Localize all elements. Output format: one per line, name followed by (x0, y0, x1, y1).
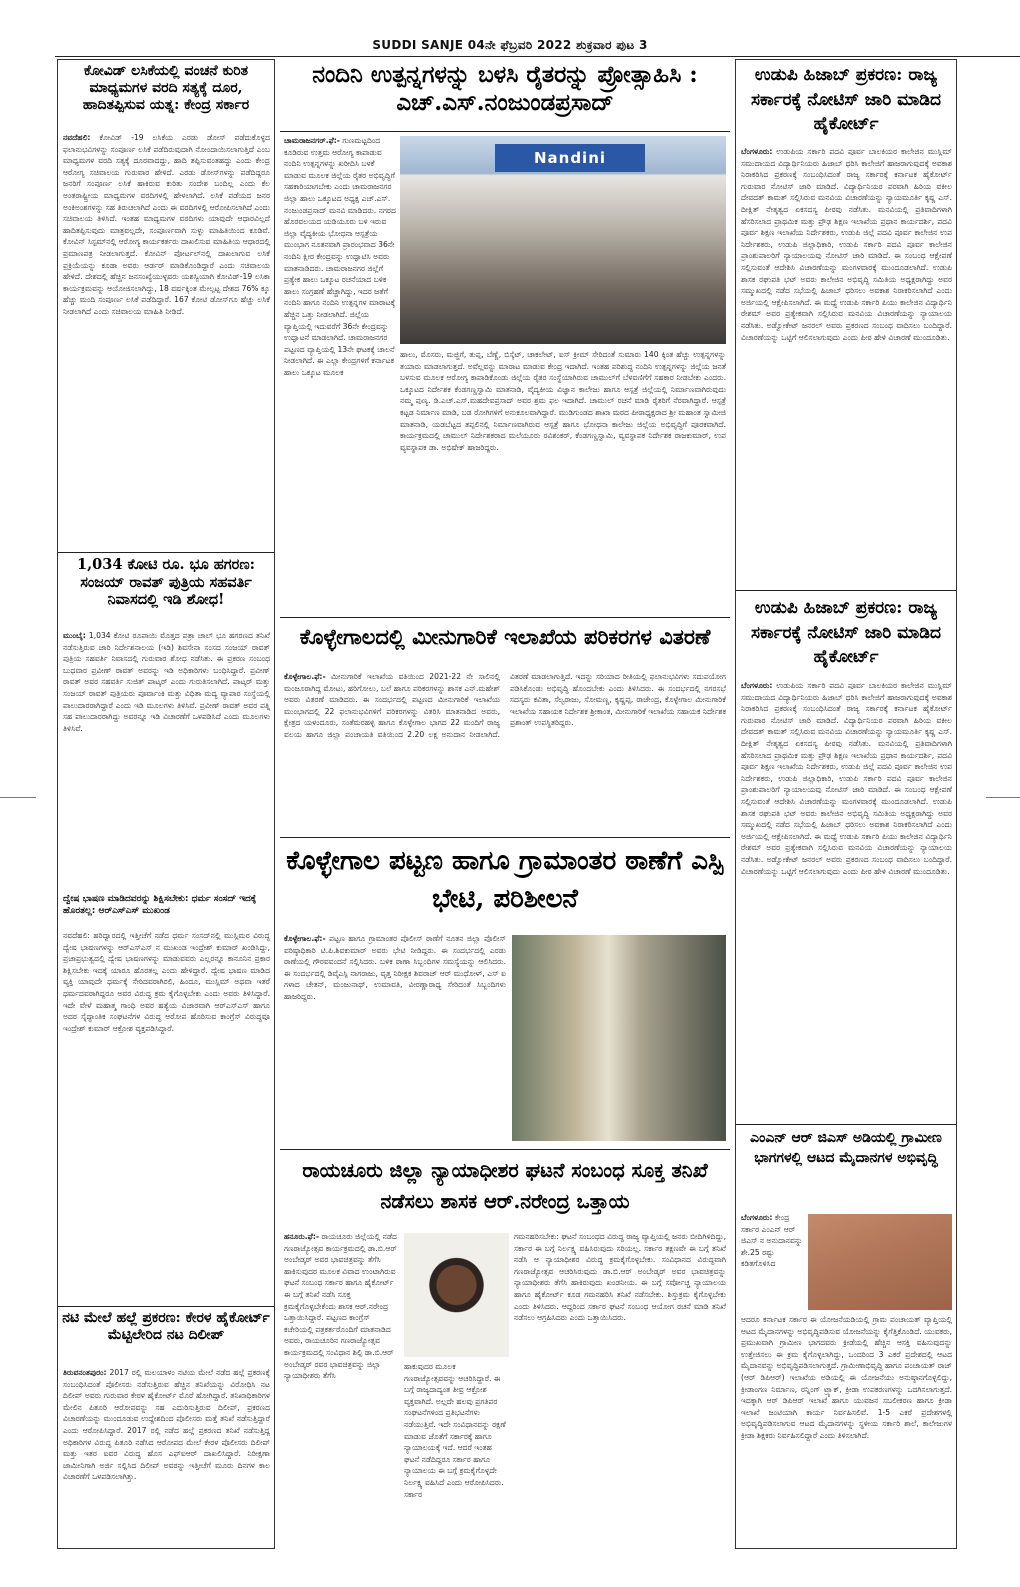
dileep-body (63, 1367, 270, 1547)
center-divider-0 (280, 131, 730, 132)
raichur-body-b: ಹಾಕುವುದರ ಮೂಲಕ ಗಣರಾಜ್ಯೋತ್ಸವವನ್ನು ಆಚರಿಸಿದ್ದಾರೆ. ಈ ಬಗ್ಗೆ ರಾಜ್ಯದಾದ್ಯಂತ ತೀವ್ರ ಆಕ್ರೋಶ ವ್ಯಕ್ತವಾಗಿದೆ. ಅಲ್ಲದೇ ಹಲವು ಪ್ರಗತಿಪರ ಸಂಘಟನೆಗಳಿಂದ ಪ್ರತಿಭಟನೆಗಳು ನಡೆಯುತ್ತಿವೆ. ಇದೇ ಸಂವಿಧಾನವನ್ನು ರಕ್ಷಣೆ ಮಾಡುವ ಜೊತೆಗೆ ಸರ್ಕಾರಕ್ಕೆ ಹಾಗೂ ನ್ಯಾಯಾಲಯಕ್ಕೆ ಇದೆ. ಆದರೆ ಇಂತಹ ಘಟನೆ ನಡೆದಿದ್ದರೂ ಸರ್ಕಾರ ಹಾಗೂ ನ್ಯಾಯಾಲಯ ಈ ಬಗ್ಗೆ ಕ್ರಮಕೈಗೊಳ್ಳದೇ ನಿರ್ಲಕ್ಷ್ಯ ವಹಿಸಿದೆ ಎಂದು ಆರೋಪಿಸಿದರು. ಸರ್ಕಾರ (404, 1362, 506, 1499)
sp-visit-photo (512, 935, 726, 1141)
fisheries-body (284, 671, 726, 831)
mgnrega-body-b: ಆದರೂ ಕರ್ನಾಟಕ ಸರ್ಕಾರ ಈ ಯೋಜನೆಯಡಿಯಲ್ಲಿ ಗ್ರಾಮ ಪಂಚಾಯತ್ ವ್ಯಾಪ್ತಿಯಲ್ಲಿ ಆಟದ ಮೈದಾನಗಳನ್ನು ಅಭಿವೃದ್ಧಿಪಡಿಸುವ ಯೋಜನೆಯನ್ನು ಕೈಗೆತ್ತಿಕೊಂಡಿದೆ. ಯುವಕರು, ಪ್ರಮುಖವಾಗಿ ಗ್ರಾಮೀಣ ಭಾಗದವರು ಕ್ರೀಡೆಯಲ್ಲಿ ಹೆಚ್ಚಿನ ಆಸಕ್ತಿ ವಹಿಸುವುದನ್ನು ಉತ್ತೇಜಿಸಲು ಈ ಕ್ರಮ ಕೈಗೊಳ್ಳಲಾಗಿದ್ದು, ಒಂದರಿಂದ 3 ಎಕರೆ ಪ್ರದೇಶದಲ್ಲಿ ಆಟದ ಮೈದಾನವನ್ನು ಅಭಿವೃದ್ಧಿಪಡಿಸಲಾಗುತ್ತದೆ. ಗ್ರಾಮೀಣಾಭಿವೃದ್ಧಿ ಹಾಗೂ ಪಂಚಾಯತ್ ರಾಜ್ (ಆರ್ ಡಿಪಿಆರ್) ಇಲಾಖೆಯ ಅಡಿಯಲ್ಲಿ ಈ ಯೋಜನೆಯು ಅನುಷ್ಠಾನಗೊಳ್ಳಲಿದ್ದು, ಕ್ರೀಡಾಂಗಣ ನಿರ್ಮಾಣ, ರನ್ನಿಂಗ್ ಟ್ರ್ಯಾಕ್, ಕ್ರೀಡಾ ಉಪಕರಣಗಳನ್ನು ಒದಗಿಸಲಾಗುತ್ತದೆ. ಇದಕ್ಕಾಗಿ ಆರ್ ಡಿಪಿಆರ್ ಇಲಾಖೆ ಹಾಗೂ ಯುವಜನ ಸಬಲೀಕರಣ ಹಾಗೂ ಕ್ರೀಡಾ ಇಲಾಖೆ ಜಂಟಿಯಾಗಿ ಕಾರ್ಯ ನಿರ್ವಹಿಸಲಿವೆ. 1-5 ಎಕರೆ ಪ್ರದೇಶಗಳಲ್ಲಿ ಅಭಿವೃದ್ಧಿಪಡಿಸಲಾಗುವ ಆಟದ ಮೈದಾನಗಳನ್ನು ಸ್ಥಳೀಯ ಸರ್ಕಾರಿ ಶಾಲೆ, ಕಾಲೇಜುಗಳ ಕ್ರೀಡಾ ಶಿಕ್ಷಕರು ನಿರ್ವಹಿಸಲಿದ್ದಾರೆ ಎಂದು ತಿಳಿಸಲಾಗಿದೆ. (741, 1315, 952, 1440)
covid-vaccine-body (63, 132, 270, 552)
fisheries-headline: ಕೊಳ್ಳೇಗಾಲದಲ್ಲಿ ಮೀನುಗಾರಿಕೆ ಇಲಾಖೆಯ ಪರಿಕರಗಳ ವಿತರಣೆ (299, 624, 711, 649)
left-divider-1 (58, 552, 274, 553)
center-divider-3 (280, 1149, 730, 1150)
nandini-body-b: ಹಾಲು, ಮೊಸರು, ಮಜ್ಜಿಗೆ, ತುಪ್ಪ, ಬೆಣ್ಣೆ, ಬಿಸ್ಕೆಟ್, ಚಾಕಲೇಟ್, ಐಸ್ ಕ್ರೀಮ್ ಸೇರಿದಂತೆ ಸುಮಾರು 140 ಕ್ಕಿಂತ ಹೆಚ್ಚು ಉತ್ಪನ್ನಗಳನ್ನು ತಯಾರು ಮಾಡಲಾಗುತ್ತದೆ. ಅವೆಲ್ಲವನ್ನು ಮಾರಾಟ ಮಾಡುವ ಕೇಂದ್ರ ಇದಾಗಿದೆ. ಇಂತಹ ಪರಿಶುದ್ಧ ನಂದಿನಿ ಉತ್ಪನ್ನಗಳನ್ನು ಜಿಲ್ಲೆಯ ಜನತೆ ಬಳಸುವ ಮೂಲಕ ಆರೋಗ್ಯ ಕಾಪಾಡಿಕೊಂಡು ಜಿಲ್ಲೆಯ ರೈತರ ಸಂಸ್ಥೆಯಾಗಿರುವ ಚಾಮುಲ್‌ಗೆ ಬೆಳವಣಿಗೆಗೆ ಸಹಕಾರ ನೀಡಬೇಕು ಎಂದರು. ಒಕ್ಕೂಟದ ನಿರ್ದೇಶಕ ಕೆಂಡಗಣ್ಣಸ್ವಾಮಿ ಮಾತನಾಡಿ, ವೈದ್ಯಕೀಯ ವಿಜ್ಞಾನ ಕಾಲೇಜು ಹಾಗೂ ಆಸ್ಪತ್ರೆ ಜಿಲ್ಲೆಯಲ್ಲಿ ನಿರ್ಮಾಣವಾಗಿರುವುದು ನಮ್ಮ ಪುಣ್ಯ. ಡಿ.ಎಚ್.ಎಸ್.ಮಹದೇವಪ್ರಸಾದ್ ಅವರ ಶ್ರಮ ಫಲ ಇದಾಗಿದೆ. ಚಾಮುಲ್ ರಚನೆ ಮಾಡಿ ರೈತರಿಗೆ ನೆರವಾಗಿದ್ದಾರೆ. ಆಸ್ಪತ್ರೆ ಕಟ್ಟಡ ನಿರ್ಮಾಣ ಮಾಡಿ, ಬಡ ರೋಗಿಗಳಿಗೆ ಅನುಕೂಲವಾಗಿದ್ದಾರೆ. ಮುಡಿಗುಂಡದ ಶಾಖಾ ಮಠದ ಪೀಠಾಧ್ಯಕ್ಷರಾದ ಶ್ರೀ ಮಹಾಂತ ಸ್ವಾಮೀಜಿ ಮಾತನಾಡಿ, ಯಡಬೆಟ್ಟದ ತಪ್ಪಲಿನಲ್ಲಿ ನಿರ್ಮಾಣವಾಗಿರುವ ಆಸ್ಪತ್ರೆ ಹಾಗೂ ಭೋಧನಾ ಕಾಲೇಜು ಜಿಲ್ಲೆಯ ಅಭಿವೃದ್ಧಿಗೆ ಪೂರಕವಾಗಿದೆ. ಕಾರ್ಯಕ್ರಮದಲ್ಲಿ ಚಾಮುಲ್ ನಿರ್ದೇಶಕರಾದ ಮಲೆಯೂರು ರವಿಶಂಕರ್, ಕೆಂಡಗಣ್ಣಸ್ವಾಮಿ, ವ್ಯವಸ್ಥಾಪಕ ನಿರ್ದೇಶಕ ರಾಜಕುಮಾರ್, ಉಪ ವ್ಯವಸ್ಥಾಪಕ ಡಾ. ಅಭಿಷೇಕ್ ಹಾಜರಿದ್ದರು. (400, 350, 726, 452)
ed-raid-headline: 1,034 ಕೋಟಿ ರೂ. ಭೂ ಹಗರಣ: ಸಂಜಯ್ ರಾವತ್ ಪುತ್ರಿಯ ಸಹವರ್ತಿ ನಿವಾಸದಲ್ಲಿ ಇಡಿ ಶೋಧ! (77, 556, 255, 609)
sp-visit-dateline: ಕೊಳ್ಳೇಗಾಲ.ಫೆ:- (284, 934, 326, 943)
ed-raid-dateline: ಮುಂಬೈ: (63, 631, 86, 640)
ed-raid-body (63, 630, 270, 890)
sp-visit-text: ಪಟ್ಟಣ ಹಾಗೂ ಗ್ರಾಮಾಂತರ ಪೊಲೀಸ್ ಠಾಣೆಗೆ ನೂತನ ಜಿಲ್ಲಾ ಪೊಲೀಸ್ ವರಿಷ್ಠಾಧಿಕಾರಿ ಟಿ.ಪಿ.ಶಿವಕುಮಾರ್ ಅವರು ಭೇಟಿ ನೀಡಿದ್ದರು. ಈ ಸಂದರ್ಭದಲ್ಲಿ ಎರಡು ಠಾಣೆಯಲ್ಲಿ ಗೌರವವಂದನೆ ಸಲ್ಲಿಸಿದರು. ಬಳಿಕ ಠಾಣಾ ಸಿಬ್ಬಂದಿಗಳ ಸಮಸ್ಯೆಯನ್ನು ಆಲಿಸಿದರು. ಈ ಸಂದರ್ಭದಲ್ಲಿ ಡಿವೈಎಸ್ಪಿ ನಾಗರಾಜು, ವೃತ್ತ ನಿರೀಕ್ಷಕ ಶಿವರಾಜ್ ಆರ್ ಮುಧೋಳ್, ಎಸ್ ಐ ಗಳಾದ ಚೇತನ್, ಮಂಜುನಾಥ್, ಉಮಾವತಿ, ವೀರಣ್ಣಾರಾಧ್ಯ ಸೇರಿದಂತೆ ಸಿಬ್ಬಂದಿಗಳು ಹಾಜರಿದ್ದರು. (284, 934, 506, 1001)
center-divider-1 (280, 617, 730, 618)
nandini-banner: Nandini (495, 144, 645, 172)
mla-portrait-photo (404, 1233, 509, 1357)
rss-body: ನವದೆಹಲಿ: ಹರಿದ್ವಾರದಲ್ಲಿ ಇತ್ತೀಚೆಗೆ ನಡೆದ ಧರ್ಮ ಸಂಸದ್‌ನಲ್ಲಿ ಮುಸ್ಲಿಮರ ವಿರುದ್ಧ ದ್ವೇಷ ಭಾಷಣಗಳನ್ನು ಆರ್‌ಎಸ್‌ಎಸ್ ನ ಮುಖಂಡ ಇಂದ್ರೇಶ್ ಕುಮಾರ್ ಖಂಡಿಸಿದ್ದು, ಪ್ರಜಾಪ್ರಭುತ್ವದಲ್ಲಿ ದ್ವೇಷ ಭಾಷಣಗಳನ್ನು ಮಾಡುವವರು ಎಲ್ಲರನ್ನೂ ಕಾನೂನಿನ ಪ್ರಕಾರ ಶಿಕ್ಷಿಸಬೇಕು ಇದಕ್ಕೆ ಯಾರೂ ಹೊರತಲ್ಲ ಎಂದು ಹೇಳಿದ್ದಾರೆ. ದ್ವೇಷ ಭಾಷಣ ಮಾಡಿದ ವ್ಯಕ್ತಿ ಯಾವುದೇ ಧರ್ಮಕ್ಕೆ ಸೇರಿದವರಾಗಿರಲಿ, ಹಿಂದೂ, ಮುಸ್ಲಿಮ್ ಅಥವಾ ಇತರೆ ಧರ್ಮದವರಾಗಿದ್ದರೂ ಅವರ ವಿರುದ್ಧ ಕ್ರಮ ಕೈಗೊಳ್ಳಬೇಕು ಎಂದು ಅವರು ತಿಳಿಸಿದ್ದಾರೆ. ಇದೇ ವೇಳೆ ಮಹಾತ್ಮ ಗಾಂಧಿ ಅವರ ಹತ್ಯೆಯ ವಿಚಾರವಾಗಿ ಆರ್‌ಎಸ್‌ಎಸ್ ಹಾಗೂ ಅದರ ಸೈದ್ಧಾಂತಿಕ ಸಂಘಟನೆಗಳ ವಿರುದ್ಧ ಆರೋಪ ಹೊರಿಸುವ ಕಾಂಗ್ರೆಸ್ ವಿರುದ್ಧವೂ ಇಂದ್ರೇಶ್ ಕುಮಾರ್ ಆಕ್ರೋಶ ವ್ಯಕ್ತಪಡಿಸಿದ್ದಾರೆ. (63, 931, 270, 1033)
center-divider-2 (280, 837, 730, 838)
right-divider-1 (736, 590, 956, 591)
nandini-headline: ನಂದಿನಿ ಉತ್ಪನ್ನಗಳನ್ನು ಬಳಸಿ ರೈತರನ್ನು ಪ್ರೋತ್ಸಾಹಿಸಿ : ಎಚ್.ಎಸ್.ನಂಜುಂಡಪ್ರಸಾದ್ (312, 61, 698, 117)
sp-visit-headline: ಕೊಳ್ಳೇಗಾಲ ಪಟ್ಟಣ ಹಾಗೂ ಗ್ರಾಮಾಂತರ ಠಾಣೆಗೆ ಎಸ್ಪಿ ಭೇಟಿ, ಪರಿಶೀಲನೆ (286, 846, 724, 914)
hijab-2-text: ಉಡುಪಿಯ ಸರ್ಕಾರಿ ಪದವಿ ಪೂರ್ವ ಬಾಲಕಿಯರ ಕಾಲೇಜಿನ ಮುಸ್ಲಿಮ್ ಸಮುದಾಯದ ವಿದ್ಯಾರ್ಥಿನಿಯರು ಹಿಜಾಬ್ ಧರಿಸಿ ಕಾಲೇಜಿಗೆ ಹಾಜರಾಗುವುದಕ್ಕೆ ಅವಕಾಶ ನಿರಾಕರಿಸಿದ ಪ್ರಕರಣಕ್ಕೆ ಸಂಬಂಧಿಸಿದಂತೆ ರಾಜ್ಯ ಸರ್ಕಾರಕ್ಕೆ ಕರ್ನಾಟಕ ಹೈಕೋರ್ಟ್ ಗುರುವಾರ ನೋಟಿಸ್ ಜಾರಿ ಮಾಡಿದೆ. ವಿದ್ಯಾರ್ಥಿನಿಯರ ಪರವಾಗಿ ಹಿರಿಯ ವಕೀಲ ದೇವದತ್ ಕಾಮತ್ ಸಲ್ಲಿಸಿರುವ ಮನವಿಯ ವಿಚಾರಣೆಯನ್ನು ನ್ಯಾಯಮೂರ್ತಿ ಕೃಷ್ಣ ಎಸ್. ದೀಕ್ಷಿತ್ ನೇತೃತ್ವದ ಏಕಸದಸ್ಯ ಪೀಠವು ನಡೆಸಿತು. ಮನವಿಯಲ್ಲಿ ಪ್ರತಿವಾದಿಗಳಾಗಿ ಹೆಸರಿಸಲಾದ ಪ್ರಾಥಮಿಕ ಮತ್ತು ಪ್ರೌಢ ಶಿಕ್ಷಣ ಇಲಾಖೆಯ ಪ್ರಧಾನ ಕಾರ್ಯದರ್ಶಿ, ಪದವಿ ಪೂರ್ವ ಶಿಕ್ಷಣ ಇಲಾಖೆಯ ನಿರ್ದೇಶಕರು, ಉಡುಪಿ ಜಿಲ್ಲೆ ಪದವಿ ಪೂರ್ವ ಕಾಲೇಜಿನ ಉಪ ನಿರ್ದೇಶಕರು, ಉಡುಪಿ ಜಿಲ್ಲಾಧಿಕಾರಿ, ಉಡುಪಿ ಸರ್ಕಾರಿ ಪದವಿ ಪೂರ್ವ ಕಾಲೇಜಿನ ಪ್ರಾಂಶುಪಾಲರಿಗೆ ನ್ಯಾಯಾಲಯವು ನೋಟಿಸ್ ಜಾರಿ ಮಾಡಿದೆ. ಈ ಸಂಬಂಧ ಆಕ್ಷೇಪಣೆ ಸಲ್ಲಿಸುವಂತೆ ಆದೇಶಿಸಿ ವಿಚಾರಣೆಯನ್ನು ಮಂಗಳವಾರಕ್ಕೆ ಮುಂದೂಡಲಾಗಿದೆ. ಉಡುಪಿ ಶಾಸಕ ರಘುಪತಿ ಭಟ್ ಅವರು ಕಾಲೇಜಿನ ಅಭಿವೃದ್ಧಿ ಸಮಿತಿಯ ಅಧ್ಯಕ್ಷರಾಗಿದ್ದು ಅವರ ಸಮ್ಮುಖದಲ್ಲಿ ನಡೆದ ಸಭೆಯಲ್ಲಿ ಹಿಜಾಬ್ ಧರಿಸಲು ಅವಕಾಶ ನಿರಾಕರಿಸಲಾಗಿದೆ ಎಂದು ಅರ್ಜಿಯಲ್ಲಿ ಆಕ್ಷೇಪಿಸಲಾಗಿದೆ. ಈ ಮಧ್ಯೆ ಉಡುಪಿ ಸರ್ಕಾರಿ ಪಿಯು ಕಾಲೇಜಿನ ವಿದ್ಯಾರ್ಥಿನಿ ರೇಶಮ್ ಅವರ ಪ್ರತ್ಯೇಕವಾಗಿ ಸಲ್ಲಿಸಿರುವ ಮನವಿಯ ವಿಚಾರಣೆಯನ್ನು ನ್ಯಾಯಾಲಯ ನಡೆಸಿತು. ಅಡ್ವೋಕೇಟ್ ಜನರಲ್ ಅವರು ಪ್ರಕರಣದ ಸಂಬಂಧ ವಾದಿಸಲು ಬಂದಿದ್ದಾರೆ. ವಿಚಾರಣೆಯನ್ನು ಒಟ್ಟಿಗೆ ಆಲಿಸಲಾಗುವುದು ಎಂದು ಪೀಠ ಹೇಳಿ ವಿಚಾರಣೆ ಮುಂದೂಡಿತು. (741, 681, 952, 876)
right-divider-2 (736, 1124, 956, 1125)
raichur-dateline: ಹನೂರು.ಫೆ:- (284, 1232, 320, 1241)
raichur-body-c: ಗಮನಹರಿಸಬೇಕು: ಘಟನೆ ಸಂಬಂಧದ ವಿರುದ್ಧ ರಾಜ್ಯ ವ್ಯಾಪ್ತಿಯಲ್ಲಿ ಜನರು ಬೀದಿಗಿಳಿದಿದ್ದು, ಸರ್ಕಾರ ಈ ಬಗ್ಗೆ ನಿರ್ಲಕ್ಷ್ಯ ವಹಿಸಿರುವುದು ಸರಿಯಲ್ಲ. ಸರ್ಕಾರ ತಕ್ಷಣವೇ ಈ ಬಗ್ಗೆ ತನಿಖೆ ನಡೆಸಿ ಆ ನ್ಯಾಯಾಧೀಶರ ವಿರುದ್ಧ ಕ್ರಮಕೈಗೊಳ್ಳಬೇಕು. ಸಂವಿಧಾನದ ವಿರುದ್ಧವಾಗಿ ಗಣರಾಜ್ಯೋತ್ಸವ ಆಚರಿಸಿರುವುದು ಡಾ.ಬಿ.ಆರ್ ಅಂಬೇಡ್ಕರ್ ಅವರ ಭಾವಚಿತ್ರವನ್ನು ನ್ಯಾಯಾಧೀಶರು ತೆಗೆಸಿ ಹಾಕಿರುವುದು ಖಂಡನೀಯ. ಈ ಬಗ್ಗೆ ಸರ್ವೋಚ್ಚ ನ್ಯಾಯಾಲಯ ಹಾಗೂ ಹೈಕೋರ್ಟ್ ಕೂಡ ಗಮನಹರಿಸಿ ತನಿಖೆ ನಡೆಸಬೇಕು. ಶಿಸ್ತುಕ್ರಮ ಕೈಗೊಳ್ಳಬೇಕು ಎಂದು ತಿಳಿಸಿದರು. ಆದ್ದರಿಂದ ಸರ್ಕಾರ ಘಟನೆ ಸಂಬಂಧ ಆಯೋಗ ರಚನೆ ಮಾಡಿ ತನಿಖೆ ನಡೆಸಲು ಆಗ್ರಹಿಸಿದರು ಎಂದು ಒತ್ತಾಯಿಸಿದರು. (514, 1232, 726, 1323)
sp-visit-body (284, 933, 506, 1147)
hijab-2-dateline: ಬೆಂಗಳೂರು: (741, 681, 773, 690)
left-column (57, 59, 275, 1549)
ed-raid-text: 1,034 ಕೋಟಿ ರೂಪಾಯಿ ಮೊತ್ತದ ಪತ್ರಾ ಚಾಲ್ ಭೂ ಹಗರಣದ ತನಿಖೆ ನಡೆಸುತ್ತಿರುವ ಜಾರಿ ನಿರ್ದೇಶನಾಲಯ (ಇಡಿ) ಶಿವಸೇನಾ ಸಂಸದ ಸಂಜಯ್ ರಾವತ್ ಪುತ್ರಿಯ ಸಹವರ್ತಿ ನಿವಾಸದಲ್ಲಿ ಗುರುವಾರ ಶೋಧ ನಡೆಸಿತು. ಈ ಪ್ರಕರಣ ಸಂಬಂಧ ಬುಧವಾರ ಪ್ರವೀಣ್ ರಾವತ್ ಅವರನ್ನು ಇಡಿ ಅಧಿಕಾರಿಗಳು ಬಂಧಿಸಿದ್ದಾರೆ. ಪ್ರವೀಣ್ ರಾವತ್ ಅವರ ಸಹವರ್ತಿ ಸುಜಿತ್ ಪಾಟ್ಕರ್ ಎಂದು ಗುರುತಿಸಲಾಗಿದೆ. ಪಾಟ್ಕರ್ ಮತ್ತು ಸಂಜಯ್ ರಾವತ್ ಪುತ್ರಿಯರು ಪೂರ್ವಾಂಕಿ ಮತ್ತು ವಿಧಿತಾ ಮದ್ಯ ವ್ಯಾಪಾರ ಸಂಸ್ಥೆಯಲ್ಲಿ ಪಾಲುದಾರರಾಗಿದ್ದಾರೆ ಎಂದು ಇಡಿ ಮೂಲಗಳು ತಿಳಿಸಿವೆ. ಪ್ರವೀಣ್ ರಾವತ್ ಅವರ ಪತ್ನಿ ಸಹ ಪಾಲುದಾರರಾಗಿದ್ದು ಅವರನ್ನೂ ಇಡಿ ವಿಚಾರಣೆಗೆ ಒಳಪಡಿಸಿದೆ ಎಂದು ಮೂಲಗಳು ತಿಳಿಸಿವೆ. (63, 631, 270, 733)
mgnrega-dateline: ಬೆಂಗಳೂರು: (741, 1213, 773, 1222)
masthead: SUDDI SANJE 04ನೇ ಫೆಬ್ರವರಿ 2022 ಶುಕ್ರವಾರ ಪುಟ 3 (372, 38, 648, 52)
hijab-1-body (741, 146, 952, 586)
nandini-text-a: ಗುಣಮಟ್ಟದಿಂದ ಕೂಡಿರುವ ಉತ್ತಮ ಆರೋಗ್ಯ ಕಾಪಾಡುವ ನಂದಿನಿ ಉತ್ಪನ್ನಗಳನ್ನು ಖರೀದಿಸಿ ಬಳಕೆ ಮಾಡುವ ಮೂಲಕ ಜಿಲ್ಲೆಯ ರೈತರ ಅಭಿವೃದ್ಧಿಗೆ ಸಹಕಾರಿಯಾಗಬೇಕು ಎಂದು ಚಾಮರಾಜನಗರ ಜಿಲ್ಲಾ ಹಾಲು ಒಕ್ಕೂಟದ ಅಧ್ಯಕ್ಷ ಎಚ್.ಎಸ್. ನಂಜುಂಡಪ್ರಸಾದ್ ಮನವಿ ಮಾಡಿದರು. ನಗರದ ಹೊರವಲಯದ ಯಡಿಯೂರು ಬಳಿ ಇರುವ ಜಿಲ್ಲಾ ವೈದ್ಯಕೀಯ ಭೋಧನಾ ಆಸ್ಪತ್ರೆಯ ಮುಂಭಾಗ ನೂತನವಾಗಿ ಪ್ರಾರಂಭವಾದ 36ನೇ ನಂದಿನಿ ಕ್ಷೀರ ಕೇಂದ್ರವನ್ನು ಉದ್ಘಾಟಿಸಿ ಅವರು ಮಾತನಾಡಿದರು. ಚಾಮರಾಜನಗರ ಜಿಲ್ಲೆಗೆ ಪ್ರತ್ಯೇಕ ಹಾಲು ಒಕ್ಕೂಟ ರಚನೆಯಾದ ಬಳಿಕ ಹಾಲು ಸಂಗ್ರಹಣೆ ಹೆಚ್ಚಾಗಿದ್ದು, ಇದರ ಜತೆಗೆ ನಂದಿನಿ ಹಾಗೂ ನಂದಿನಿ ಉತ್ಪನ್ನಗಳ ಮಾರಾಟಕ್ಕೆ ಹೆಚ್ಚಿನ ಒತ್ತು ನೀಡಲಾಗಿದೆ. ಜಿಲ್ಲೆಯ ವ್ಯಾಪ್ತಿಯಲ್ಲಿ ಇದುವರೆಗೆ 36ನೇ ಕೇಂದ್ರವನ್ನು ಉದ್ಘಾಟನೆ ಮಾಡಲಾಗಿದೆ. ಚಾಮರಾಜನಗರ ಪಟ್ಟಣದ ವ್ಯಾಪ್ತಿಯಲ್ಲಿ 13ನೇ ಘಟಕಕ್ಕೆ ಚಾಲನೆ ನೀಡಲಾಗಿದೆ. ಈ ಎಲ್ಲಾ ಕೇಂದ್ರಗಳಿಗೆ ಕರ್ನಾಟಕ ಹಾಲು ಒಕ್ಕೂಟ ಮೂಲಕ (284, 136, 396, 377)
nandini-body-a (284, 135, 396, 613)
dileep-dateline: ತಿರುವನಂತಪುರಂ: (63, 1368, 107, 1377)
raichur-body-a (284, 1231, 400, 1543)
center-column (280, 59, 730, 1549)
playground-photo (808, 1214, 952, 1310)
right-column (735, 59, 957, 1549)
fisheries-text: ಮೀನುಗಾರಿಕೆ ಇಲಾಖೆಯ ವತಿಯಿಂದ 2021-22 ನೇ ಸಾಲಿನಲ್ಲಿ ಮಂಜೂರಾಗಿದ್ದ ಮೋಟು, ಹರಿಗೋಲು, ಬಲೆ ಹಾಗೂ ಪರಿಕರಗಳನ್ನು ಶಾಸಕ ಎನ್.ಮಹೇಶ್ ಅವರು ವಿತರಣೆ ಮಾಡಿದರು. ಈ ಸಂದರ್ಭದಲ್ಲಿ ಪಟ್ಟಣದ ಮೀನುಗಾರಿಕೆ ಇಲಾಖೆಯ ಮುಂಭಾಗದಲ್ಲಿ 22 ಫಲಾನುಭವಿಗಳಿಗೆ ಪರಿಕರಗಳನ್ನು ವಿತರಿಸಿ ಮಾತನಾಡಿದ ಅವರು, ಕ್ಷೇತ್ರದ ಯಳಂದೂರು, ಸಂತೆಮರಹಳ್ಳಿ ಹಾಗೂ ಕೊಳ್ಳೇಗಾಲ ಭಾಗದ 22 ಮಂದಿಗೆ ರಾಜ್ಯ ವಲಯ ಹಾಗೂ ಜಿಲ್ಲಾ ಪಂಚಾಯತಿ ವತಿಯಿಂದ 2.20 ಲಕ್ಷ ಅನುದಾನ ನೀಡಲಾಗಿದೆ. ವಿತರಣೆ ಮಾಡಲಾಗುತ್ತಿದೆ. ಇದನ್ನು ಸರಿಯಾದ ರೀತಿಯಲ್ಲಿ ಫಲಾನುಭವಿಗಳು ಸದುಪಯೋಗ ಪಡಿಸಿಕೊಂಡು ಅಭಿವೃದ್ಧಿ ಹೊಂದಬೇಕು ಎಂದು ತಿಳಿಸಿದರು. ಈ ಸಂದರ್ಭದಲ್ಲಿ ನಗರಸಭೆ ಸದಸ್ಯರು ಕವಿತಾ, ಸೆಲ್ವರಾಜು, ಸೋಮಣ್ಣ, ಕೃಷ್ಣಪ್ಪ, ರಾಜೇಂದ್ರ, ಕೊಳ್ಳೇಗಾಲ ಮೀನುಗಾರಿಕೆ ಇಲಾಖೆಯ ಸಹಾಯಕ ನಿರ್ದೇಶಕ ಶ್ರೀಕಾಂತ, ಮೀನುಗಾರಿಕೆ ಇಲಾಖೆಯ ಸಹಾಯಕ ನಿರ್ದೇಶಕ ಪ್ರಶಾಂತ್ ಉಪಸ್ಥಿತರಿದ್ದರು. (284, 672, 726, 739)
masthead-rule (55, 56, 1020, 57)
mgnrega-headline: ಎಂಎನ್ ಆರ್ ಜಿಎಸ್ ಅಡಿಯಲ್ಲಿ ಗ್ರಾಮೀಣ ಭಾಗಗಳಲ್ಲಿ ಆಟದ ಮೈದಾನಗಳ ಅಭಿವೃದ್ಧಿ (750, 1130, 942, 1167)
raichur-headline: ರಾಯಚೂರು ಜಿಲ್ಲಾ ನ್ಯಾಯಾಧೀಶರ ಘಟನೆ ಸಂಬಂಧ ಸೂಕ್ತ ತನಿಖೆ ನಡೆಸಲು ಶಾಸಕ ಆರ್.ನರೇಂದ್ರ ಒತ್ತಾಯ (302, 1159, 708, 1214)
rss-subheadline: ದ್ವೇಷ ಭಾಷಣ ಮಾಡಿದವರನ್ನು ಶಿಕ್ಷಿಸಬೇಕು: ಧರ್ಮ ಸಂಸದ್ ಇದಕ್ಕೆ ಹೊರತಲ್ಲ: ಆರ್‌ಎಸ್‌ಎಸ್ ಮುಖಂಡ (63, 894, 257, 916)
covid-vaccine-text: ಕೋವಿಡ್ -19 ಲಸಿಕೆಯ ಎರಡು ಡೋಸ್ ಪಡೆದುಕೊಳ್ಳದ ಫಲಾನುಭವಿಗಳನ್ನು ಸಂಪೂರ್ಣ ಲಸಿಕೆ ಪಡೆದಿರುವುದಾಗಿ ನೋಂದಾಯಿಸಲಾಗುತ್ತಿದೆ ಎಂಬ ಮಾಧ್ಯಮಗಳ ವರದಿ ಸತ್ಯಕ್ಕೆ ದೂರವಾದದ್ದು, ಹಾದಿ ತಪ್ಪಿಸುವಂತಹದ್ದು ಎಂದು ಕೇಂದ್ರ ಆರೋಗ್ಯ ಸಚಿವಾಲಯ ಗುರುವಾರ ಹೇಳಿದೆ. ಎರಡು ಡೋಸ್‌ಗಳನ್ನು ಪಡೆದಿದ್ದರೂ ಜನರಿಗೆ ಸಂಪೂರ್ಣ ಲಸಿಕೆ ಹಾಕಿರುವ ಕುರಿತು ಸಂದೇಶ ಬಂದಿಲ್ಲ ಎಂದು ಕೆಲ ಅಂತರಾಷ್ಟ್ರೀಯ ಮಾಧ್ಯಮಗಳ ವರದಿಗಳಲ್ಲಿ ಹೇಳಲಾಗಿದೆ. ಲಸಿಕೆ ಪಡೆಯದ ಜನರ ಅಂಕಿಅಂಶಗಳನ್ನು ಸಹ ತಿರುಚಲಾಗಿದೆ ಎಂದು ಈ ವರದಿಗಳಲ್ಲಿ ಆರೋಪಿಸಲಾಗಿದೆ ಎಂದು ಸಚಿವಾಲಯ ತಿಳಿಸಿದೆ. ಇಂತಹ ಮಾಧ್ಯಮಗಳ ವರದಿಗಳು ಯಾವುದೇ ಆಧಾರವಿಲ್ಲದೆ ಹಾದಿತಪ್ಪಿಸುವುದು ಮಾತ್ರವಲ್ಲದೇ, ಸಂಪೂರ್ಣವಾಗಿ ಸುಳ್ಳು ಮಾಹಿತಿಯಿಂದ ಕೂಡಿವೆ. ಕೋವಿನ್ ಸಿಸ್ಟಮ್‌ನಲ್ಲಿ ಆರೋಗ್ಯ ಕಾರ್ಯಕರ್ತರು ದಾಖಲಿಸುವ ಮಾಹಿತಿಯ ಆಧಾರದಲ್ಲಿ ಪ್ರಮಾಣಪತ್ರ ನೀಡಲಾಗುತ್ತದೆ. ಕೋವಿನ್ ಪೋರ್ಟಲ್‌ನಲ್ಲಿ ದಾಖಲಾಗುವ ಲಸಿಕೆ ಪ್ರಕ್ರಿಯೆಯನ್ನು ಕೂಡಾ ಅವರು ಆರ್ಡರ್ ಮಾಡಿಕೊಂಡಿದ್ದಾರೆ ಎಂದು ಸಚಿವಾಲಯ ಹೇಳಿದೆ. ದೇಶದಲ್ಲಿ ಹೆಚ್ಚಿನ ಜನಸಂಖ್ಯೆಯುಳ್ಳವರು ಯಶಸ್ವಿಯಾಗಿ ಕೋವಿಡ್-19 ಲಸಿಕಾ ಕಾರ್ಯಕ್ರಮವನ್ನು ಆಯೋಜಿಸಲಾಗಿದ್ದು, 18 ವರ್ಷಕ್ಕಿಂತ ಮೇಲ್ಪಟ್ಟ ದೇಶದ 76% ಕ್ಕೂ ಹೆಚ್ಚು ಮಂದಿ ಸಂಪೂರ್ಣ ಲಸಿಕೆ ಪಡೆದಿದ್ದಾರೆ. 167 ಕೋಟಿ ಡೋಸ್‌ಗೂ ಹೆಚ್ಚು ಲಸಿಕೆ ನೀಡಲಾಗಿದೆ ಎಂದು ಸಚಿವಾಲಯ ಮಾಹಿತಿ ನೀಡಿದೆ. (63, 133, 270, 316)
dileep-headline: ನಟಿ ಮೇಲೆ ಹಲ್ಲೆ ಪ್ರಕರಣ: ಕೇರಳ ಹೈಕೋರ್ಟ್ ಮೆಟ್ಟಿಲೇರಿದ ನಟ ದಿಲೀಪ್ (62, 1310, 270, 1344)
covid-vaccine-dateline: ನವದೆಹಲಿ: (63, 133, 91, 142)
fisheries-dateline: ಕೊಳ್ಳೇಗಾಲ.ಫೆ:- (284, 672, 326, 681)
raichur-text-a: ರಾಯಚೂರು ಜಿಲ್ಲೆಯಲ್ಲಿ ನಡೆದ ಗಣರಾಜ್ಯೋತ್ಸವ ಕಾರ್ಯಕ್ರಮದಲ್ಲಿ ಡಾ.ಬಿ.ಆರ್ ಅಂಬೇಡ್ಕರ್ ಅವರ ಭಾವಚಿತ್ರವನ್ನು ತೆಗೆಸಿ ಹಾಕಿಸುವುದರ ಮೂಲಕ ವಿವಾದ ಉಂಟಾಗಿರುವ ಘಟನೆ ಸಂಬಂಧ ಸರ್ಕಾರ ಹಾಗೂ ಹೈಕೋರ್ಟ್ ಈ ಬಗ್ಗೆ ತನಿಖೆ ನಡೆಸಿ ಸೂಕ್ತ ಕ್ರಮಕೈಗೊಳ್ಳಬೇಕೆಂದು ಶಾಸಕ ಆರ್.ನರೇಂದ್ರ ಒತ್ತಾಯಿಸಿದ್ದಾರೆ. ಪಟ್ಟಣದ ಕಾಂಗ್ರೆಸ್ ಕಚೇರಿಯಲ್ಲಿ ಪತ್ರಕರ್ತರೊಂದಿಗೆ ಮಾತನಾಡಿದ ಅವರು, ರಾಯಚೂರಿನ ಗಣರಾಜ್ಯೋತ್ಸವ ಕಾರ್ಯಕ್ರಮದಲ್ಲಿ ಸಂವಿಧಾನ ಶಿಲ್ಪಿ ಡಾ.ಬಿ.ಆರ್ ಅಂಬೇಡ್ಕರ್ ರವರ ಭಾವಚಿತ್ರವನ್ನು ಜಿಲ್ಲಾ ನ್ಯಾಯಾಧೀಶರು ತೆಗೆಸಿ (284, 1232, 397, 1381)
fold-mark-left (0, 797, 36, 798)
hijab-1-dateline: ಬೆಂಗಳೂರು: (741, 147, 773, 156)
nandini-inauguration-photo (400, 136, 726, 344)
hijab-2-body (741, 680, 952, 1120)
hijab-1-headline: ಉಡುಪಿ ಹಿಜಾಬ್ ಪ್ರಕರಣ: ರಾಜ್ಯ ಸರ್ಕಾರಕ್ಕೆ ನೋಟಿಸ್ ಜಾರಿ ಮಾಡಿದ ಹೈಕೋರ್ಟ್ (751, 65, 941, 135)
fold-mark-right (986, 797, 1020, 798)
hijab-1-text: ಉಡುಪಿಯ ಸರ್ಕಾರಿ ಪದವಿ ಪೂರ್ವ ಬಾಲಕಿಯರ ಕಾಲೇಜಿನ ಮುಸ್ಲಿಮ್ ಸಮುದಾಯದ ವಿದ್ಯಾರ್ಥಿನಿಯರು ಹಿಜಾಬ್ ಧರಿಸಿ ಕಾಲೇಜಿಗೆ ಹಾಜರಾಗುವುದಕ್ಕೆ ಅವಕಾಶ ನಿರಾಕರಿಸಿದ ಪ್ರಕರಣಕ್ಕೆ ಸಂಬಂಧಿಸಿದಂತೆ ರಾಜ್ಯ ಸರ್ಕಾರಕ್ಕೆ ಕರ್ನಾಟಕ ಹೈಕೋರ್ಟ್ ಗುರುವಾರ ನೋಟಿಸ್ ಜಾರಿ ಮಾಡಿದೆ. ವಿದ್ಯಾರ್ಥಿನಿಯರ ಪರವಾಗಿ ಹಿರಿಯ ವಕೀಲ ದೇವದತ್ ಕಾಮತ್ ಸಲ್ಲಿಸಿರುವ ಮನವಿಯ ವಿಚಾರಣೆಯನ್ನು ನ್ಯಾಯಮೂರ್ತಿ ಕೃಷ್ಣ ಎಸ್. ದೀಕ್ಷಿತ್ ನೇತೃತ್ವದ ಏಕಸದಸ್ಯ ಪೀಠವು ನಡೆಸಿತು. ಮನವಿಯಲ್ಲಿ ಪ್ರತಿವಾದಿಗಳಾಗಿ ಹೆಸರಿಸಲಾದ ಪ್ರಾಥಮಿಕ ಮತ್ತು ಪ್ರೌಢ ಶಿಕ್ಷಣ ಇಲಾಖೆಯ ಪ್ರಧಾನ ಕಾರ್ಯದರ್ಶಿ, ಪದವಿ ಪೂರ್ವ ಶಿಕ್ಷಣ ಇಲಾಖೆಯ ನಿರ್ದೇಶಕರು, ಉಡುಪಿ ಜಿಲ್ಲೆ ಪದವಿ ಪೂರ್ವ ಕಾಲೇಜಿನ ಉಪ ನಿರ್ದೇಶಕರು, ಉಡುಪಿ ಜಿಲ್ಲಾಧಿಕಾರಿ, ಉಡುಪಿ ಸರ್ಕಾರಿ ಪದವಿ ಪೂರ್ವ ಕಾಲೇಜಿನ ಪ್ರಾಂಶುಪಾಲರಿಗೆ ನ್ಯಾಯಾಲಯವು ನೋಟಿಸ್ ಜಾರಿ ಮಾಡಿದೆ. ಈ ಸಂಬಂಧ ಆಕ್ಷೇಪಣೆ ಸಲ್ಲಿಸುವಂತೆ ಆದೇಶಿಸಿ ವಿಚಾರಣೆಯನ್ನು ಮಂಗಳವಾರಕ್ಕೆ ಮುಂದೂಡಲಾಗಿದೆ. ಉಡುಪಿ ಶಾಸಕ ರಘುಪತಿ ಭಟ್ ಅವರು ಕಾಲೇಜಿನ ಅಭಿವೃದ್ಧಿ ಸಮಿತಿಯ ಅಧ್ಯಕ್ಷರಾಗಿದ್ದು ಅವರ ಸಮ್ಮುಖದಲ್ಲಿ ನಡೆದ ಸಭೆಯಲ್ಲಿ ಹಿಜಾಬ್ ಧರಿಸಲು ಅವಕಾಶ ನಿರಾಕರಿಸಲಾಗಿದೆ ಎಂದು ಅರ್ಜಿಯಲ್ಲಿ ಆಕ್ಷೇಪಿಸಲಾಗಿದೆ. ಈ ಮಧ್ಯೆ ಉಡುಪಿ ಸರ್ಕಾರಿ ಪಿಯು ಕಾಲೇಜಿನ ವಿದ್ಯಾರ್ಥಿನಿ ರೇಶಮ್ ಅವರ ಪ್ರತ್ಯೇಕವಾಗಿ ಸಲ್ಲಿಸಿರುವ ಮನವಿಯ ವಿಚಾರಣೆಯನ್ನು ನ್ಯಾಯಾಲಯ ನಡೆಸಿತು. ಅಡ್ವೋಕೇಟ್ ಜನರಲ್ ಅವರು ಪ್ರಕರಣದ ಸಂಬಂಧ ವಾದಿಸಲು ಬಂದಿದ್ದಾರೆ. ವಿಚಾರಣೆಯನ್ನು ಒಟ್ಟಿಗೆ ಆಲಿಸಲಾಗುವುದು ಎಂದು ಪೀಠ ಹೇಳಿ ವಿಚಾರಣೆ ಮುಂದೂಡಿತು. (741, 147, 952, 342)
nandini-dateline: ಚಾಮರಾಜನಗರ್.ಫೆ:- (284, 136, 340, 145)
mgnrega-text-a: ಕೇಂದ್ರ ಸರ್ಕಾರ ಎಂಎನ್ ಆರ್ ಜಿಎಸ್ ನ ಅನುದಾನವನ್ನು ಶೇ.25 ರಷ್ಟು ಕಡಿತಗೊಳಿಸಿದ (741, 1213, 803, 1269)
dileep-text: 2017 ರಲ್ಲಿ ಮಲಯಾಳಂ ನಟಿಯ ಮೇಲೆ ನಡೆದ ಹಲ್ಲೆ ಪ್ರಕರಣಕ್ಕೆ ಸಂಬಂಧಿಸಿದಂತೆ ಪೊಲೀಸರು ನಡೆಸುತ್ತಿರುವ ಹೆಚ್ಚಿನ ತನಿಖೆಯನ್ನು ವಿರೋಧಿಸಿ ನಟ ದಿಲೀಪ್ ಅವರು ಗುರುವಾರ ಕೇರಳ ಹೈಕೋರ್ಟ್ ಮೊರೆ ಹೋಗಿದ್ದಾರೆ. ತನಿಖಾಧಿಕಾರಿಗಳ ಮೇಲಿನ ಪಿತೂರಿ ಆರೋಪವನ್ನು ಸಹ ಎದುರಿಸುತ್ತಿರುವ ದಿಲೀಪ್, ಪ್ರಕರಣದ ವಿಚಾರಣೆಯನ್ನು ಮುಂದೂಡುವ ಉದ್ದೇಶದಿಂದ ಪೊಲೀಸರು ಮತ್ತೆ ತನಿಖೆ ನಡೆಸುತ್ತಿದ್ದಾರೆ ಎಂದು ಆರೋಪಿಸಿದ್ದಾರೆ. 2017 ರಲ್ಲಿ ನಡೆದ ಹಲ್ಲೆ ಪ್ರಕರಣದ ತನಿಖೆ ನಡೆಸುತ್ತಿದ್ದ ಅಧಿಕಾರಿಗಳ ವಿರುದ್ಧ ಪಿತೂರಿ ನಡೆಸಿದ ಆರೋಪದ ಮೇಲೆ ಕೇರಳ ಪೊಲೀಸರು ದಿಲೀಪ್ ಮತ್ತು ಇತರ ಐವರ ವಿರುದ್ಧ ಹೊಸ ಎಫ್‌ಐಆರ್ ದಾಖಲಿಸಿದ್ದಾರೆ. ನಿರೀಕ್ಷಣಾ ಜಾಮೀನಿಗಾಗಿ ಅರ್ಜಿ ಸಲ್ಲಿಸಿದ ದಿಲೀಪ್ ಅವರನ್ನು ಇತ್ತೀಚೆಗೆ ಮೂರು ದಿನಗಳ ಕಾಲ ವಿಚಾರಣೆಗೆ ಒಳಪಡಿಸಲಾಗಿತ್ತು. (63, 1368, 270, 1482)
hijab-2-headline: ಉಡುಪಿ ಹಿಜಾಬ್ ಪ್ರಕರಣ: ರಾಜ್ಯ ಸರ್ಕಾರಕ್ಕೆ ನೋಟಿಸ್ ಜಾರಿ ಮಾಡಿದ ಹೈಕೋರ್ಟ್ (751, 598, 941, 668)
left-divider-2 (58, 1306, 274, 1307)
mgnrega-body-a (741, 1212, 803, 1312)
covid-vaccine-headline: ಕೋವಿಡ್ ಲಸಿಕೆಯಲ್ಲಿ ವಂಚನೆ ಕುರಿತ ಮಾಧ್ಯಮಗಳ ವರದಿ ಸತ್ಯಕ್ಕೆ ದೂರ, ಹಾದಿತಪ್ಪಿಸುವ ಯತ್ನ: ಕೇಂದ್ರ ಸರ್ಕಾರ (82, 63, 250, 114)
